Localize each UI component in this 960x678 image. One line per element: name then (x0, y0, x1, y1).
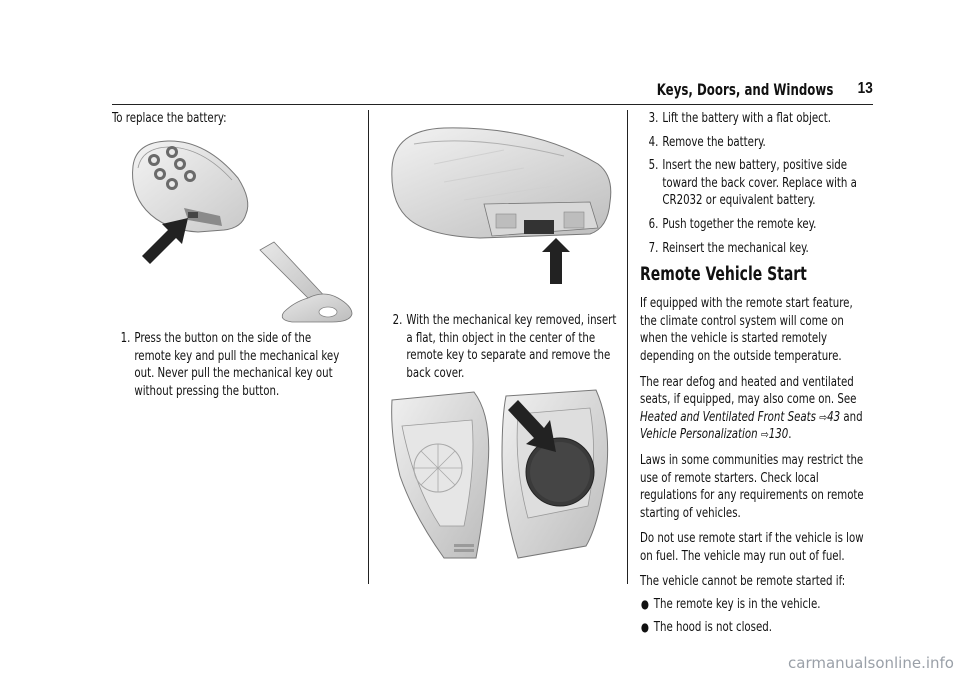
paragraph-line: seats, if equipped, may also come on. See (640, 392, 857, 408)
step-1-block (112, 330, 357, 400)
remote-key-open-battery-icon (384, 386, 616, 562)
paragraph-line: The rear defog and heated and ventilated (640, 374, 854, 390)
conjunction: and (843, 409, 863, 425)
paragraph-line: the climate control system will come on (640, 313, 844, 329)
step-number: 3. (648, 111, 659, 126)
step-5 (640, 157, 875, 210)
paragraph-line: starting of vehicles. (640, 505, 741, 521)
page-number: 13 (857, 80, 873, 97)
bullet-text: The remote key is in the vehicle. (653, 597, 821, 613)
period: . (788, 427, 792, 443)
section-title: Keys, Doors, and Windows (656, 80, 833, 99)
step-4 (640, 134, 875, 152)
step-1-line: remote key and pull the mechanical key (134, 348, 340, 364)
paragraph-line: when the vehicle is started remotely (640, 331, 828, 347)
bullet-icon: ● (640, 597, 649, 612)
bullet-item (640, 619, 875, 637)
step-line: Insert the new battery, positive side (662, 158, 848, 174)
paragraph-4 (640, 530, 875, 565)
bullet-icon: ● (640, 619, 649, 634)
step-number: 5. (648, 158, 659, 174)
step-line: Push together the remote key. (662, 216, 817, 232)
xref-page-130[interactable]: 130 (768, 427, 789, 443)
step-line: toward the back cover. Replace with a (662, 175, 857, 191)
paragraph-line: If equipped with the remote start feature, (640, 296, 853, 312)
xref-link-vehicle-personalization[interactable]: Vehicle Personalization (640, 427, 758, 443)
step-2-line: remote key to separate and remove the (406, 348, 611, 364)
step-2 (384, 312, 644, 382)
step-1-line: out. Never pull the mechanical key out (134, 366, 333, 382)
intro-text (112, 110, 356, 128)
paragraph-line-refs (640, 426, 875, 444)
paragraph-1 (640, 295, 875, 365)
step-line: CR2032 or equivalent battery. (662, 193, 816, 209)
watermark: carmanualsonline.info (788, 654, 954, 672)
bullet-text: The hood is not closed. (653, 619, 772, 635)
step-line: Remove the battery. (662, 134, 766, 150)
step-2-line: With the mechanical key removed, insert (406, 313, 617, 328)
step-1-line: Press the button on the side of the (134, 331, 312, 346)
step-7 (640, 240, 875, 258)
step-2-line: a flat, thin object in the center of the (406, 330, 596, 346)
column-1 (112, 110, 357, 136)
step-2-block (384, 312, 622, 382)
paragraph-line: regulations for any requirements on remote (640, 488, 864, 504)
xref-link-heated-seats[interactable]: Heated and Ventilated Front Seats (640, 409, 816, 425)
xref-arrow-icon: ⇨ (819, 410, 828, 424)
paragraph-line: use of remote starters. Check local (640, 470, 819, 486)
step-number: 2. (392, 313, 403, 328)
step-1 (112, 330, 379, 400)
remote-key-with-mechanical-key-icon (128, 138, 356, 324)
step-number: 6. (648, 216, 659, 232)
paragraph-line-refs (640, 409, 875, 427)
paragraph-line: on fuel. The vehicle may run out of fuel. (640, 548, 845, 564)
section-heading: Remote Vehicle Start (640, 264, 807, 286)
paragraph-3 (640, 452, 875, 522)
step-2-line: back cover. (406, 365, 465, 381)
paragraph-5: The vehicle cannot be remote started if: (640, 574, 846, 590)
step-line: Lift the battery with a flat object. (662, 111, 831, 126)
paragraph-2 (640, 374, 875, 444)
paragraph-line: Do not use remote start if the vehicle is low (640, 531, 864, 547)
page-header (112, 80, 873, 105)
step-number: 4. (648, 134, 659, 150)
step-number: 1. (120, 331, 131, 346)
intro-line: To replace the battery: (112, 111, 227, 126)
step-3 (640, 110, 875, 128)
paragraph-line: Laws in some communities may restrict the (640, 452, 864, 468)
steps-3-7 (640, 110, 875, 257)
xref-page-43[interactable]: 43 (827, 409, 841, 425)
step-1-line: without pressing the button. (134, 383, 280, 399)
column-3 (640, 110, 876, 641)
paragraph-line: depending on the outside temperature. (640, 348, 842, 364)
bullet-item (640, 596, 875, 614)
remote-key-back-cover-icon (384, 124, 616, 302)
step-number: 7. (648, 240, 659, 256)
step-line: Reinsert the mechanical key. (662, 240, 809, 256)
remote-start-body (640, 295, 875, 636)
step-6 (640, 216, 875, 234)
xref-arrow-icon: ⇨ (760, 428, 769, 442)
